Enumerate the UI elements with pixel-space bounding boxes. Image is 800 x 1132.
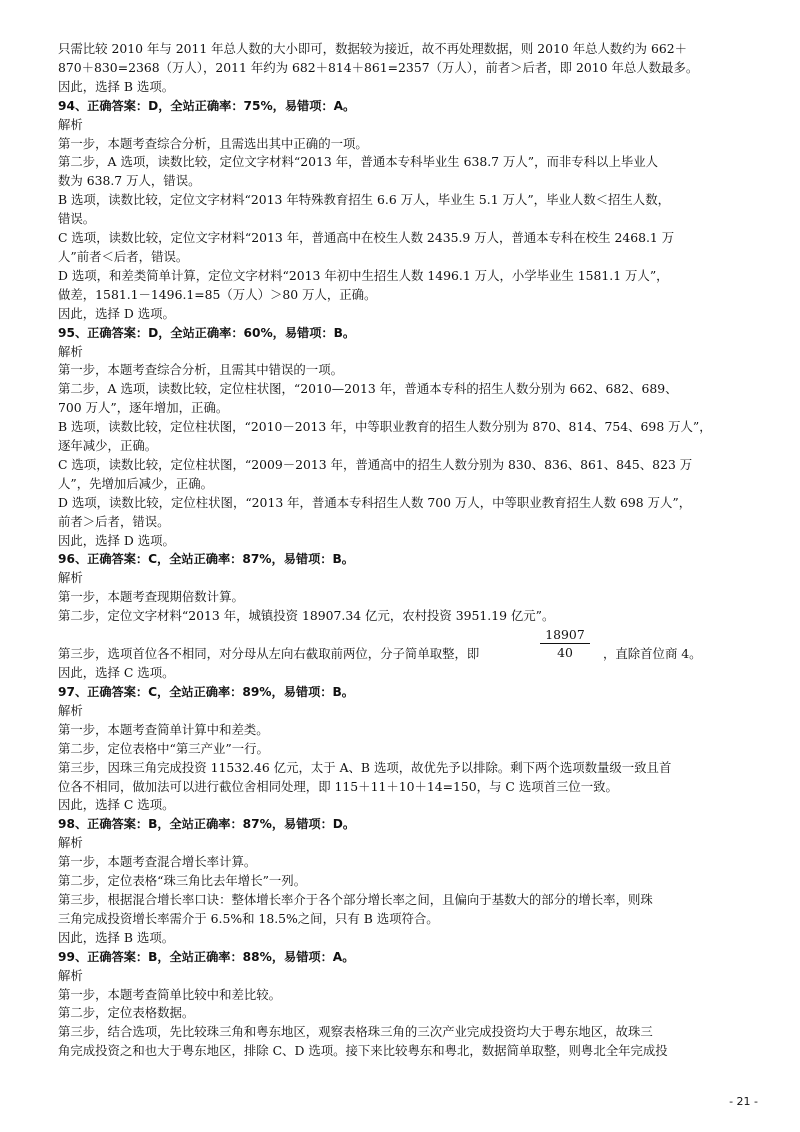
text-line: C 选项，读数比较，定位柱状图，“2009－2013 年，普通高中的招生人数分别为 830、836、861、845、823 万 — [58, 456, 693, 472]
q96-answer-heading: 96、正确答案：C，全站正确率：87%，易错项：B。 — [58, 552, 354, 567]
text-line: 第一步，本题考查综合分析，且需其中错误的一项。 — [58, 362, 343, 378]
q99-answer-heading: 99、正确答案：B，全站正确率：88%，易错项：A。 — [58, 949, 355, 964]
fraction-line — [58, 626, 748, 664]
text-line: 第二步，A 选项，读数比较，定位文字材料“2013 年，普通本专科毕业生 638.7 万人”，而非专科以上毕业人 — [58, 154, 659, 170]
text-line: 人”前者＜后者，错误。 — [58, 248, 189, 264]
text-line: 解析 — [58, 116, 83, 132]
text-line: 因此，选择 B 选项。 — [58, 78, 175, 94]
text-line: 第二步，定位表格“珠三角比去年增长”一列。 — [58, 873, 307, 889]
text-line: 逐年减少，正确。 — [58, 438, 158, 454]
text-line: 位各不相同，做加法可以进行截位舍相同处理，即 115＋11＋10＋14=150，与 C 选项首三位一致。 — [58, 778, 618, 794]
text-line: 因此，选择 B 选项。 — [58, 929, 175, 945]
text-line: 只需比较 2010 年与 2011 年总人数的大小即可，数据较为接近，故不再处理数据，则 2010 年总人数约为 662＋ — [58, 41, 688, 56]
text-line: 第一步，本题考查简单计算中和差类。 — [58, 721, 269, 737]
text-line: D 选项，和差类简单计算，定位文字材料“2013 年初中生招生人数 1496.1 万人，小学毕业生 1581.1 万人”， — [58, 267, 669, 283]
page-number: - 21 - — [729, 1095, 758, 1108]
text-line: D 选项，读数比较，定位柱状图，“2013 年，普通本专科招生人数 700 万人，中等职业教育招生人数 698 万人”， — [58, 494, 692, 510]
text-line: 第一步，本题考查简单比较中和差比较。 — [58, 986, 282, 1002]
text-line: 解析 — [58, 702, 83, 718]
text-line: 第一步，本题考查混合增长率计算。 — [58, 854, 257, 870]
text-line: 数为 638.7 万人，错误。 — [58, 173, 201, 189]
text-line: 因此，选择 C 选项。 — [58, 665, 175, 681]
text-line: 第三步，根据混合增长率口诀：整体增长率介于各个部分增长率之间，且偏向于基数大的部分的增长率，则珠 — [58, 891, 653, 907]
fraction-denominator: 40 — [557, 645, 573, 661]
text-line: 人”，先增加后减少，正确。 — [58, 475, 214, 491]
q98-answer-heading: 98、正确答案：B，全站正确率：87%，易错项：D。 — [58, 817, 356, 832]
text-line: 870＋830=2368（万人），2011 年约为 682＋814＋861=2357（万人），前者＞后者，即 2010 年总人数最多。 — [58, 59, 699, 75]
q94-answer-heading: 94、正确答案：D，全站正确率：75%，易错项：A。 — [58, 98, 356, 113]
text-line: 第二步，定位表格数据。 — [58, 1005, 195, 1021]
text-line: 第二步，定位表格中“第三产业”一行。 — [58, 740, 269, 756]
document-body — [58, 40, 748, 1061]
text-line: 因此，选择 D 选项。 — [58, 305, 175, 321]
text-line: 因此，选择 D 选项。 — [58, 532, 175, 548]
text-line: B 选项，读数比较，定位柱状图，“2010－2013 年，中等职业教育的招生人数分别为 870、814、754、698 万人”， — [58, 419, 712, 435]
step3-text-end: ，直除首位商 4。 — [603, 646, 702, 662]
text-line: 解析 — [58, 343, 83, 359]
text-line: C 选项，读数比较，定位文字材料“2013 年，普通高中在校生人数 2435.9 万人，普通本专科在校生 2468.1 万 — [58, 230, 675, 246]
q97-answer-heading: 97、正确答案：C，全站正确率：89%，易错项：B。 — [58, 685, 354, 699]
text-line: 解析 — [58, 835, 83, 851]
fraction-numerator: 18907 — [540, 626, 590, 644]
text-line: 第三步，因珠三角完成投资 11532.46 亿元，太于 A、B 选项，故优先予以排除。剩下两个选项数量级一致且首 — [58, 759, 672, 775]
text-line: 第三步，结合选项，先比较珠三角和粤东地区，观察表格珠三角的三次产业完成投资均大于粤东地区，故珠三 — [58, 1024, 653, 1040]
text-line: 第二步，定位文字材料“2013 年，城镇投资 18907.34 亿元，农村投资 3951.19 亿元”。 — [58, 608, 555, 624]
text-line: 前者＞后者，错误。 — [58, 513, 170, 529]
text-line: B 选项，读数比较，定位文字材料“2013 年特殊教育招生 6.6 万人，毕业生 5.1 万人”，毕业人数＜招生人数， — [58, 192, 670, 208]
text-line: 做差，1581.1－1496.1=85（万人）＞80 万人，正确。 — [58, 286, 377, 302]
text-line: 错误。 — [58, 211, 96, 227]
text-line: 角完成投资之和也大于粤东地区，排除 C、D 选项。接下来比较粤东和粤北，数据简单取整，则粤北全年完成投 — [58, 1043, 668, 1059]
q95-answer-heading: 95、正确答案：D，全站正确率：60%，易错项：B。 — [58, 325, 356, 340]
text-line: 解析 — [58, 967, 83, 983]
text-line: 三角完成投资增长率需介于 6.5%和 18.5%之间，只有 B 选项符合。 — [58, 910, 439, 926]
text-line: 因此，选择 C 选项。 — [58, 797, 175, 813]
text-line: 解析 — [58, 570, 83, 586]
text-line: 第二步，A 选项，读数比较，定位柱状图，“2010—2013 年，普通本专科的招生人数分别为 662、682、689、 — [58, 381, 678, 397]
text-line: 第一步，本题考查综合分析，且需选出其中正确的一项。 — [58, 135, 368, 151]
fraction — [540, 626, 590, 661]
step3-text: 第三步，选项首位各不相同，对分母从左向右截取前两位，分子简单取整，即 — [58, 646, 480, 662]
text-line: 700 万人”，逐年增加，正确。 — [58, 400, 229, 416]
text-line: 第一步，本题考查现期倍数计算。 — [58, 589, 244, 605]
